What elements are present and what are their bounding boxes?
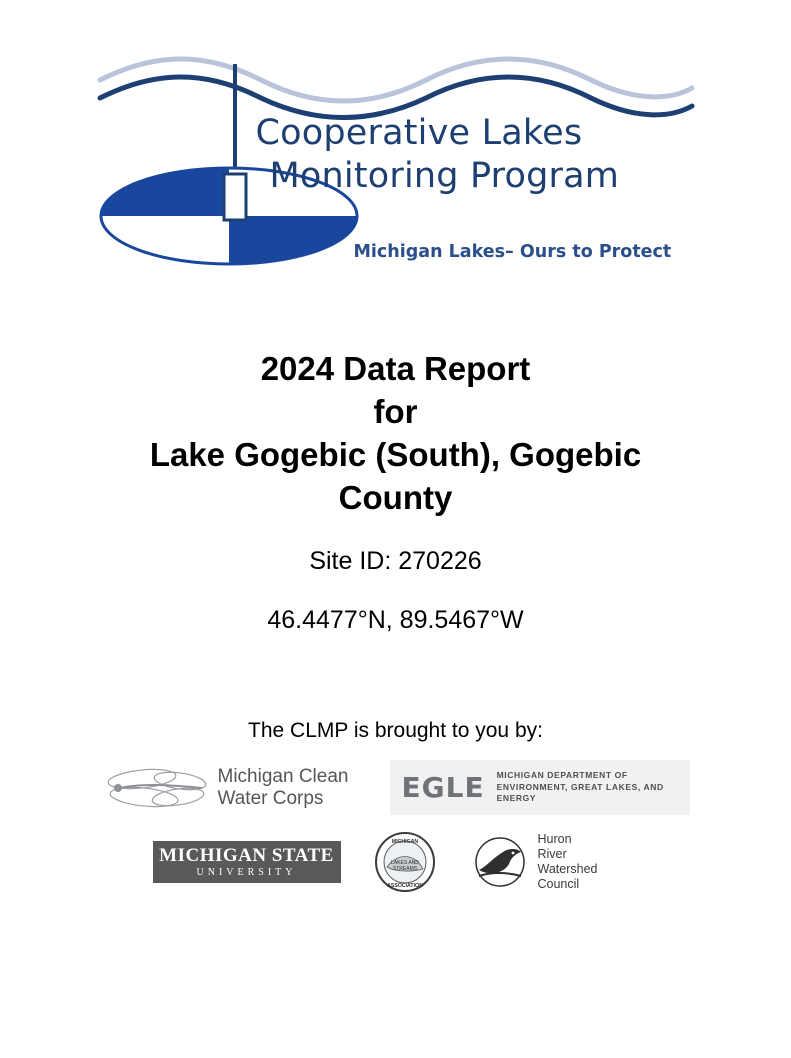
- sponsor-row-2: [0, 831, 791, 893]
- egle-sub-line-2: ENVIRONMENT, GREAT LAKES, AND ENERGY: [496, 781, 664, 804]
- clmp-logo: [96, 34, 696, 284]
- micorps-line-2: Water Corps: [217, 787, 324, 809]
- egle-logo: [390, 760, 690, 814]
- micorps-line-1: Michigan Clean: [217, 766, 349, 788]
- micorps-logo: [102, 759, 372, 817]
- egle-sub-line-1: MICHIGAN DEPARTMENT OF: [496, 770, 628, 781]
- mlsa-top-text: MICHIGAN: [391, 838, 418, 845]
- msu-line-2: UNIVERSITY: [196, 866, 297, 878]
- title-line-4: County: [338, 478, 453, 516]
- heron-icon: [469, 836, 531, 888]
- mlsa-logo: [363, 831, 447, 893]
- title-line-3: Lake Gogebic (South), Gogebic: [149, 435, 642, 473]
- hrwc-line-2: River: [537, 846, 567, 861]
- micorps-wordmark: [218, 766, 349, 809]
- hrwc-wordmark: [538, 832, 598, 892]
- mlsa-seal-icon: [363, 831, 447, 893]
- logo-line-2: Monitoring Program: [269, 155, 620, 196]
- egle-subtitle: [497, 770, 678, 804]
- report-title: [0, 348, 791, 520]
- msu-line-1: MICHIGAN STATE: [159, 844, 334, 866]
- hrwc-line-4: Council: [537, 876, 580, 891]
- msu-logo: [153, 841, 341, 883]
- hrwc-logo: [469, 832, 639, 892]
- title-line-1: 2024 Data Report: [260, 350, 531, 387]
- sponsors-heading: The CLMP is brought to you by:: [248, 718, 543, 742]
- logo-tagline: Michigan Lakes– Ours to Protect: [353, 242, 672, 262]
- svg-text:STREAMS: STREAMS: [392, 865, 417, 872]
- mlsa-bottom-text: ASSOCIATION: [386, 882, 423, 889]
- hrwc-line-3: Watershed: [537, 861, 598, 876]
- mlsa-mid-text: LAKES AND: [390, 859, 419, 866]
- logo-line-1: Cooperative Lakes: [255, 113, 583, 153]
- logo-wordmark: [256, 112, 696, 197]
- site-id: Site ID: 270226: [309, 546, 482, 575]
- egle-wordmark: EGLE: [401, 771, 485, 805]
- title-line-2: for: [373, 392, 418, 430]
- dragonfly-icon: [102, 759, 212, 817]
- hrwc-line-1: Huron: [537, 831, 572, 846]
- site-coordinates: 46.4477°N, 89.5467°W: [267, 605, 524, 634]
- sponsor-row-1: [0, 759, 791, 817]
